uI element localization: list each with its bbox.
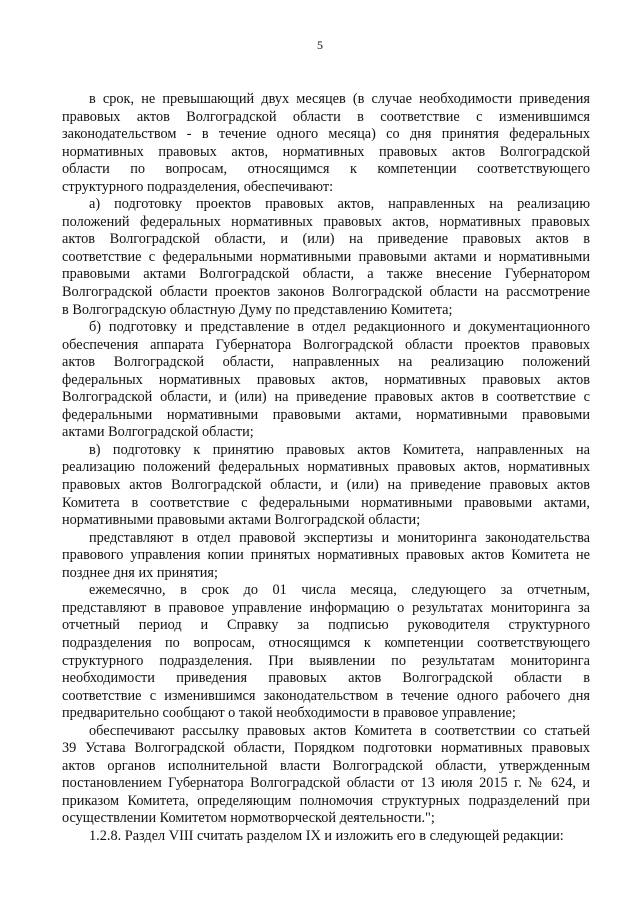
text-line: обеспечивают рассылку правовых актов Комитета в соответствии со статьей (89, 722, 590, 739)
text-line: постановлением Губернатора Волгоградской области от 13 июля 2015 г. № 624, и (62, 775, 590, 792)
text-line: законодательством - в течение одного месяца) со дня принятия федеральных (62, 126, 590, 143)
text-line: актов органов исполнительной власти Волгоградской области, утвержденным (62, 757, 590, 774)
text-line: нормативными правовыми актами Волгоградской области; (62, 512, 421, 529)
text-line: реализацию положений федеральных нормативных правовых актов, нормативных (62, 459, 590, 476)
page-number: 5 (317, 38, 323, 52)
text-line: правового управления копии принятых нормативных правовых актов Комитета не (62, 547, 590, 564)
text-line: представляют в отдел правовой экспертизы и мониторинга законодательства (89, 529, 590, 546)
text-line: нормативных правовых актов, нормативных правовых актов Волгоградской (62, 143, 590, 160)
text-line: соответствие с федеральными нормативными правовыми актами и нормативными (62, 248, 590, 265)
text-line: актов Волгоградской области, направленных на реализацию положений (62, 354, 590, 371)
text-line: области по вопросам, относящимся к компетенции соответствующего (62, 161, 590, 178)
text-line: б) подготовку и представление в отдел редакционного и документационного (89, 319, 590, 336)
text-line: федеральных нормативных правовых актов, нормативных правовых актов (62, 371, 590, 388)
text-line: Волгоградской области, и (или) на приведение правовых актов в соответствие с (62, 389, 590, 406)
text-line: структурного подразделения. При выявлении по результатам мониторинга (62, 652, 590, 669)
text-line: федеральными нормативными правовыми актами, нормативными правовыми (62, 406, 590, 423)
text-line: 39 Устава Волгоградской области, Порядком подготовки нормативных правовых (62, 740, 590, 757)
text-line: необходимости приведения правовых актов Волгоградской области в (62, 670, 590, 687)
text-line: ежемесячно, в срок до 01 числа месяца, следующего за отчетным, (89, 582, 590, 599)
text-line: правовыми актами Волгоградской области, а также внесение Губернатором (62, 266, 590, 283)
text-line: в) подготовку к принятию правовых актов Комитета, направленных на (89, 441, 590, 458)
text-line: правовых актов Волгоградской области в соответствие с изменившимся (62, 108, 590, 125)
text-line: а) подготовку проектов правовых актов, направленных на реализацию (89, 196, 590, 213)
text-line: положений федеральных нормативных правовых актов, нормативных правовых (62, 213, 590, 230)
text-line: обеспечения аппарата Губернатора Волгоградской области проектов правовых (62, 336, 590, 353)
text-line: позднее дня их принятия; (62, 564, 218, 581)
text-line: в Волгоградскую областную Думу по представлению Комитета; (62, 301, 453, 318)
text-line: предварительно сообщают о такой необходимости в правовое управление; (62, 705, 516, 722)
text-line: актами Волгоградской области; (62, 424, 254, 441)
document-body (62, 91, 590, 846)
text-line: подразделения по вопросам, относящимся к компетенции соответствующего (62, 634, 590, 651)
text-line: 1.2.8. Раздел VIII считать разделом IX и изложить его в следующей редакции: (89, 827, 564, 844)
text-line: Комитета в соответствие с федеральными нормативными правовыми актами, (62, 494, 590, 511)
text-line: отчетный период и Справку за подписью руководителя структурного (62, 617, 590, 634)
text-line: осуществлении Комитетом нормотворческой деятельности."; (62, 810, 435, 827)
text-line: в срок, не превышающий двух месяцев (в случае необходимости приведения (89, 91, 590, 107)
text-line: структурного подразделения, обеспечивают: (62, 178, 334, 195)
text-line: Волгоградской области проектов законов Волгоградской области на рассмотрение (62, 284, 590, 301)
text-line: приказом Комитета, определяющим полномочия структурных подразделений при (62, 792, 590, 809)
text-line: представляют в правовое управление информацию о результатах мониторинга за (62, 599, 590, 616)
text-line: правовых актов Волгоградской области, и (или) на приведение правовых актов (62, 477, 590, 494)
text-line: актов Волгоградской области, и (или) на приведение правовых актов в (62, 231, 590, 248)
text-line: соответствие с изменившимся законодательством в течение одного рабочего дня (62, 687, 590, 704)
